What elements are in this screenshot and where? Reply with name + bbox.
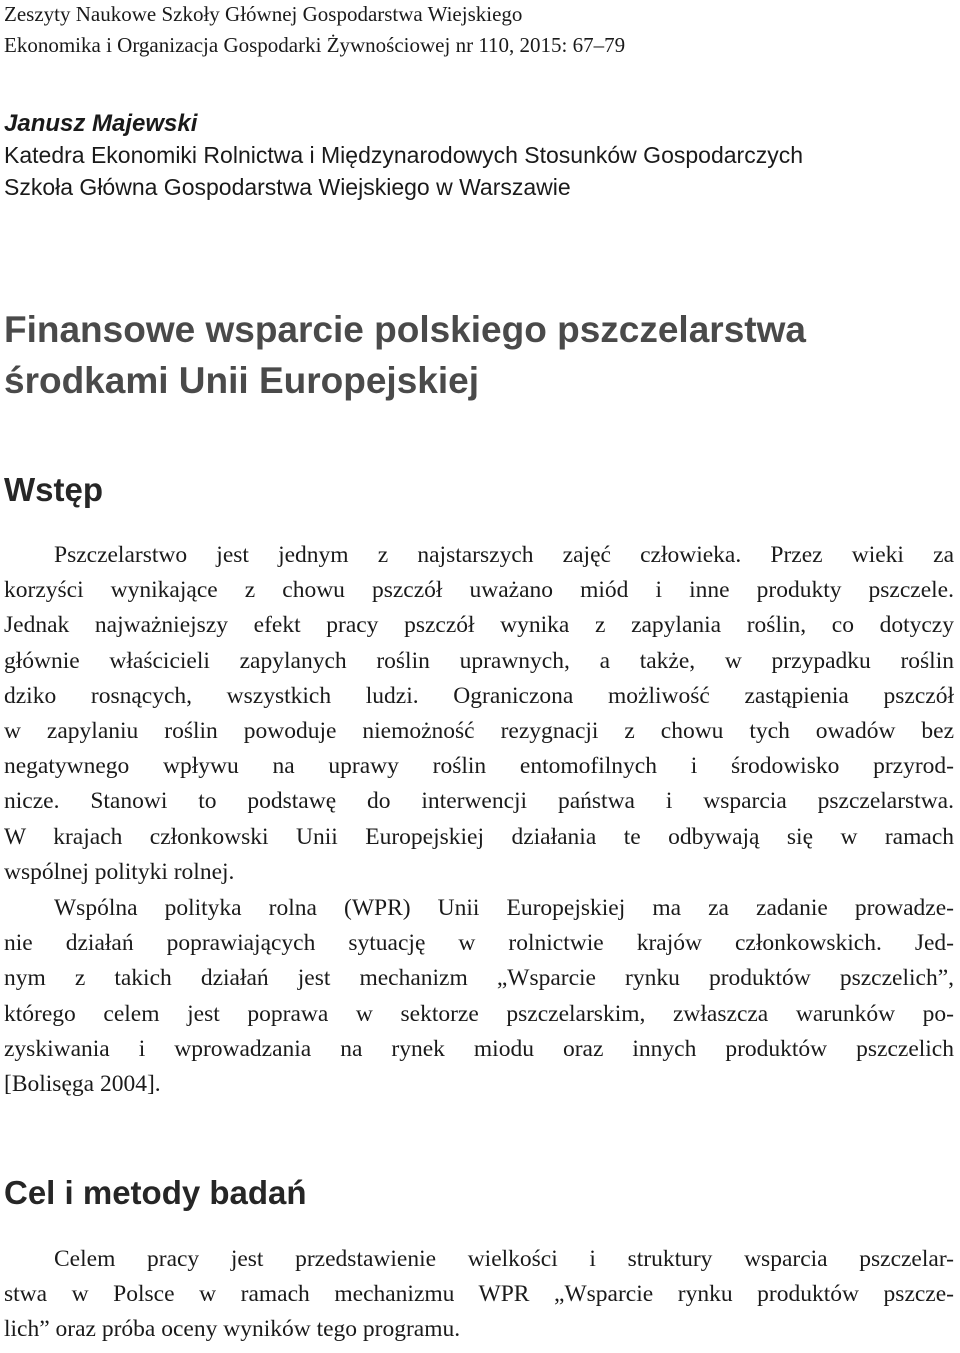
paragraph-line: [Bolisęga 2004]. xyxy=(4,1070,161,1097)
author-name: Janusz Majewski xyxy=(4,110,198,137)
paragraph-line: Jednak najważniejszy efekt pracy pszczół wynika z zapylania roślin, co dotyczy xyxy=(4,612,954,639)
intro-paragraph-2 xyxy=(4,891,954,1102)
intro-paragraph-1 xyxy=(4,538,954,890)
paragraph-line: korzyści wynikające z chowu pszczół uważano miód i inne produkty pszczele. xyxy=(4,577,954,604)
paragraph-line: nicze. Stanowi to podstawę do interwencji państwa i wsparcia pszczelarstwa. xyxy=(4,788,954,815)
paragraph-line: Wspólna polityka rolna (WPR) Unii Europejskiej ma za zadanie prowadze- xyxy=(54,895,954,921)
paragraph-line: lich” oraz próba oceny wyników tego programu. xyxy=(4,1316,461,1343)
paragraph-line: dziko rosnących, wszystkich ludzi. Ograniczona możliwość zastąpienia pszczół xyxy=(4,682,954,709)
author-affiliation-university: Szkoła Główna Gospodarstwa Wiejskiego w Warszawie xyxy=(4,174,571,200)
section-heading-methods: Cel i metody badań xyxy=(4,1174,307,1211)
journal-name: Zeszyty Naukowe Szkoły Głównej Gospodarstwa Wiejskiego xyxy=(4,2,523,26)
paragraph-line: nie działań poprawiających sytuację w rolnictwie krajów członkowskich. Jed- xyxy=(4,930,954,957)
article-title-line-1: Finansowe wsparcie polskiego pszczelarstwa xyxy=(4,309,806,350)
paragraph-line: głównie właścicieli zapylanych roślin uprawnych, a także, w przypadku roślin xyxy=(4,647,954,674)
paragraph-line: którego celem jest poprawa w sektorze pszczelarskim, zwłaszcza warunków po- xyxy=(4,1000,954,1027)
journal-issue: Ekonomika i Organizacja Gospodarki Żywnościowej nr 110, 2015: 67–79 xyxy=(4,33,626,57)
paragraph-line: negatywnego wpływu na uprawy roślin entomofilnych i środowisko przyrod- xyxy=(4,753,954,780)
author-affiliation-department: Katedra Ekonomiki Rolnictwa i Międzynarodowych Stosunków Gospodarczych xyxy=(4,142,803,168)
paragraph-line: Celem pracy jest przedstawienie wielkości i struktury wsparcia pszczelar- xyxy=(54,1246,954,1272)
paragraph-line: stwa w Polsce w ramach mechanizmu WPR „Wsparcie rynku produktów pszcze- xyxy=(4,1281,954,1308)
paragraph-line: wspólnej polityki rolnej. xyxy=(4,858,235,885)
paragraph-line: w zapylaniu roślin powoduje niemożność rezygnacji z chowu tych owadów bez xyxy=(4,717,954,744)
section-heading-introduction: Wstęp xyxy=(4,471,103,508)
paragraph-line: nym z takich działań jest mechanizm „Wsparcie rynku produktów pszczelich”, xyxy=(4,965,954,992)
paragraph-line: Pszczelarstwo jest jednym z najstarszych zajęć człowieka. Przez wieki za xyxy=(54,542,954,568)
article-title-line-2: środkami Unii Europejskiej xyxy=(4,360,479,401)
methods-paragraph-1 xyxy=(4,1242,954,1348)
paragraph-line: zyskiwania i wprowadzania na rynek miodu oraz innych produktów pszczelich xyxy=(4,1035,954,1062)
paragraph-line: W krajach członkowski Unii Europejskiej działania te odbywają się w ramach xyxy=(4,823,954,850)
